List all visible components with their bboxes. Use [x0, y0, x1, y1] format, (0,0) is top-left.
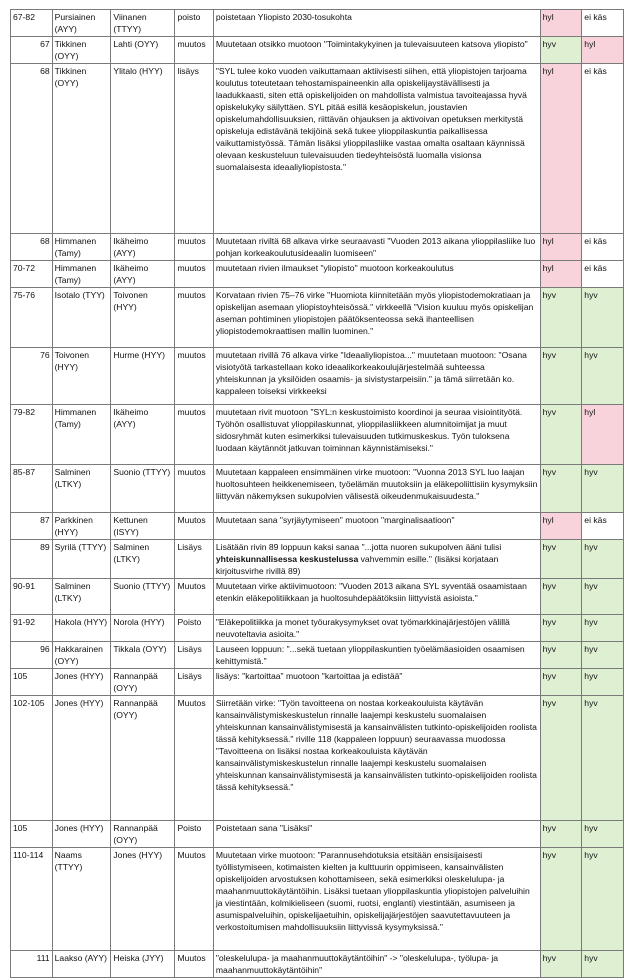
amendment-text-cell — [213, 405, 540, 465]
amendment-type-cell: Muutos — [175, 951, 213, 978]
amendment-type-cell: muutos — [175, 234, 213, 261]
table-row — [11, 615, 624, 642]
committee-status-cell: hyv — [582, 821, 624, 848]
board-status-cell: hyl — [540, 64, 582, 234]
table-row — [11, 64, 624, 234]
amendment-text-cell — [213, 821, 540, 848]
board-status-cell: hyv — [540, 579, 582, 615]
table-row — [11, 405, 624, 465]
proposer-cell: Jones (HYY) — [52, 696, 111, 821]
board-status-cell: hyv — [540, 696, 582, 821]
line-number-cell: 76 — [11, 348, 53, 405]
board-status-cell: hyv — [540, 465, 582, 513]
supporter-cell: Lahti (OYY) — [111, 37, 175, 64]
amendment-text-segment: Poistetaan sana "Lisäksi" — [215, 823, 313, 833]
supporter-cell: Jones (HYY) — [111, 848, 175, 951]
table-row — [11, 669, 624, 696]
amendment-type-cell: muutos — [175, 37, 213, 64]
board-status-cell: hyl — [540, 513, 582, 540]
amendment-text-segment: vahvemmin esille." (lisäksi korjataan kirjoitusvirhe rivillä 89) — [215, 554, 499, 576]
committee-status-cell: ei käs — [582, 64, 624, 234]
committee-status-cell: hyv — [582, 615, 624, 642]
amendment-text-cell — [213, 234, 540, 261]
proposer-cell: Salminen (LTKY) — [52, 465, 111, 513]
committee-status-cell: hyv — [582, 288, 624, 348]
line-number-cell: 75-76 — [11, 288, 53, 348]
line-number-cell: 96 — [11, 642, 53, 669]
proposer-cell: Laakso (AYY) — [52, 951, 111, 978]
amendment-text-segment: Lisätään rivin 89 loppuun kaksi sanaa "...jotta nuoren sukupolven ääni tulisi — [215, 542, 502, 552]
amendment-type-cell: Muutos — [175, 848, 213, 951]
proposer-cell: Jones (HYY) — [52, 669, 111, 696]
proposer-cell: Himmanen (Tamy) — [52, 405, 111, 465]
amendment-text-cell — [213, 348, 540, 405]
committee-status-cell: ei käs — [582, 234, 624, 261]
amendment-text-cell — [213, 615, 540, 642]
amendment-type-cell: muutos — [175, 261, 213, 288]
table-row — [11, 540, 624, 579]
proposer-cell: Toivonen (HYY) — [52, 348, 111, 405]
line-number-cell: 68 — [11, 234, 53, 261]
board-status-cell: hyv — [540, 540, 582, 579]
amendments-table — [10, 9, 624, 978]
line-number-cell: 102-105 — [11, 696, 53, 821]
amendment-text-segment: Korvataan rivien 75–76 virke "Huomiota kiinnitetään myös yliopistodemokratiaan ja opiskelijan asemaan yliopistoyhteisössä." virkkeellä "Vision kuuluu myös opiskelijan aseman pohtiminen yliopistojen päätöksenteossa sekä ihanteellisen yliopistodemokraattisen mallin luominen." — [215, 290, 534, 336]
amendment-text-cell — [213, 10, 540, 37]
amendment-text-segment: Lauseen loppuun: "...sekä tuetaan ylioppilaskuntien työelämäasioiden osaamisen kehittymistä." — [215, 644, 525, 666]
amendment-text-cell — [213, 848, 540, 951]
amendment-text-segment: poistetaan Yliopisto 2030-tosukohta — [215, 12, 352, 22]
table-row — [11, 696, 624, 821]
committee-status-cell: hyl — [582, 405, 624, 465]
supporter-cell: Rannanpää (OYY) — [111, 696, 175, 821]
line-number-cell: 90-91 — [11, 579, 53, 615]
proposer-cell: Himmanen (Tamy) — [52, 261, 111, 288]
amendment-text-segment: Muutetaan riviltä 68 alkava virke seuraavasti "Vuoden 2013 aikana ylioppilasliike luo pohjan korkeakoulutusideaalin luomiseen" — [215, 236, 536, 258]
amendment-text-segment: lisäys: "kartoittaa" muotoon "kartoittaa ja edistää" — [215, 671, 403, 681]
board-status-cell: hyv — [540, 615, 582, 642]
amendment-text-segment: Muutetaan virke muotoon: "Parannusehdotuksia etsitään ensisijaisesti työllistymiseen, kotimaisten kielten ja kulttuurin oppimiseen, kansainvälisten opiskelijoiden arvostuksen kohottamiseen, sekä esimerkiksi oleskelulupa- ja maahanmuuttokäytäntöihin. Lisäksi tuetaan ylioppilaskuntia yliopistojen palveluihin ja viestintään, kolmikieliseen (suomi, ruotsi, englanti) viestintään, asumiseen ja asumispalveluihin, opiskelijaetuihin, opiskelijajärjestöjen saavutettavuuteen ja verkostoitumisen mahdollisuuksiin liittyvissä kysymyksissä." — [215, 850, 530, 932]
committee-status-cell: ei käs — [582, 513, 624, 540]
amendment-text-cell — [213, 669, 540, 696]
table-row — [11, 261, 624, 288]
amendment-type-cell: Muutos — [175, 513, 213, 540]
table-row — [11, 348, 624, 405]
proposer-cell: Syrilä (TTYY) — [52, 540, 111, 579]
amendment-text-segment: Siirretään virke: "Työn tavoitteena on nostaa korkeakouluista käytävän kansainvälistymiskeskustelun rinnalle laajempi keskustelu suomalaisen yhteiskunnan kansainvälistymisestä ja kansainvälisten tutkinto-opiskelijoiden roolista tässä kehityksessä." riville 118 (kappaleen loppuun) seuraavassa muodossa "Tavoitteena on lisäksi nostaa korkeakouluista käytävän kansainvälistymiskeskustelun rinnalle laajempi keskustelu suomalaisen yhteiskunnan kansainvälistymisestä ja kansainvälisten tutkinto-opiskelijoiden roolista tässä kehityksessä." — [215, 698, 537, 792]
supporter-cell: Heiska (JYY) — [111, 951, 175, 978]
amendment-type-cell: poisto — [175, 10, 213, 37]
supporter-cell: Rannanpää (OYY) — [111, 669, 175, 696]
committee-status-cell: hyv — [582, 696, 624, 821]
proposer-cell: Jones (HYY) — [52, 821, 111, 848]
table-row — [11, 579, 624, 615]
proposer-cell: Pursiainen (AYY) — [52, 10, 111, 37]
committee-status-cell: ei käs — [582, 261, 624, 288]
board-status-cell: hyv — [540, 669, 582, 696]
amendment-type-cell: muutos — [175, 348, 213, 405]
board-status-cell: hyv — [540, 848, 582, 951]
line-number-cell: 67-82 — [11, 10, 53, 37]
amendment-text-segment: muutetaan rivit muotoon "SYL:n keskustoimisto koordinoi ja seuraa visiointityötä. Työhön osallistuvat ylioppilaskunnat, ylioppilasliikkeen alumnitoimijat ja muut sidosryhmät kuten esimerkiksi tulevaisuuden tutkimuskeskus. Työn tuloksena luodaan käytännöt jatkuvan toiminnan käynnistämiseksi." — [215, 407, 523, 453]
board-status-cell: hyv — [540, 951, 582, 978]
amendment-text-segment: "SYL tulee koko vuoden vaikuttamaan aktiivisesti siihen, että yliopistojen tarjoama koulutus toteutetaan tehostamispaineenkin alla opiskelijaystävällisesti ja laadukkaasti, siten että opiskelijoiden on mahdollista valmistua tavoiteajassa hyvä opiskelukyky säilyttäen. SYL pitää esillä kesäopiskelun, joustavien opiskelumahdollisuuksien, riittävän ohjauksen ja aktivoivan opetuksen merkitystä opiskeluja edistävänä tekijöinä sekä tukee ylioppilaskuntia paikallisessa vaikuttamistyössä. Tämän lisäksi ylioppilasliike vastaa omalta osaltaan käynnissä olevaan keskusteluun tulevaisuuden tiedeyhteisöstä luomalla visionsa suomalaisesta ideaaliyliopistosta." — [215, 66, 527, 172]
supporter-cell: Ikäheimo (AYY) — [111, 261, 175, 288]
board-status-cell: hyv — [540, 405, 582, 465]
supporter-cell: Norola (HYY) — [111, 615, 175, 642]
table-row — [11, 288, 624, 348]
amendment-type-cell: muutos — [175, 465, 213, 513]
table-row — [11, 642, 624, 669]
amendment-text-cell — [213, 579, 540, 615]
table-row — [11, 465, 624, 513]
board-status-cell: hyv — [540, 821, 582, 848]
amendment-type-cell: Poisto — [175, 615, 213, 642]
table-row — [11, 513, 624, 540]
line-number-cell: 87 — [11, 513, 53, 540]
supporter-cell: Salminen (LTKY) — [111, 540, 175, 579]
committee-status-cell: hyv — [582, 848, 624, 951]
proposer-cell: Tikkinen (OYY) — [52, 64, 111, 234]
amendment-text-cell — [213, 642, 540, 669]
table-row — [11, 234, 624, 261]
supporter-cell: Suonio (TTYY) — [111, 579, 175, 615]
committee-status-cell: ei käs — [582, 10, 624, 37]
supporter-cell: Hurme (HYY) — [111, 348, 175, 405]
amendment-type-cell: Lisäys — [175, 642, 213, 669]
table-row — [11, 951, 624, 978]
amendment-type-cell: Muutos — [175, 579, 213, 615]
supporter-cell: Suonio (TTYY) — [111, 465, 175, 513]
amendment-text-cell — [213, 696, 540, 821]
board-status-cell: hyv — [540, 642, 582, 669]
supporter-cell: Ikäheimo (AYY) — [111, 234, 175, 261]
amendment-type-cell: muutos — [175, 405, 213, 465]
supporter-cell: Ikäheimo (AYY) — [111, 405, 175, 465]
supporter-cell: Toivonen (HYY) — [111, 288, 175, 348]
amendment-type-cell: Muutos — [175, 696, 213, 821]
amendment-text-bold: yhteiskunnallisessa keskustelussa — [215, 554, 359, 564]
amendment-type-cell: Lisäys — [175, 669, 213, 696]
supporter-cell: Viinanen (TTYY) — [111, 10, 175, 37]
amendment-type-cell: Poisto — [175, 821, 213, 848]
proposer-cell: Tikkinen (OYY) — [52, 37, 111, 64]
amendment-text-cell — [213, 540, 540, 579]
proposer-cell: Hakola (HYY) — [52, 615, 111, 642]
board-status-cell: hyv — [540, 37, 582, 64]
amendment-type-cell: Lisäys — [175, 540, 213, 579]
board-status-cell: hyl — [540, 261, 582, 288]
proposer-cell: Himmanen (Tamy) — [52, 234, 111, 261]
line-number-cell: 111 — [11, 951, 53, 978]
committee-status-cell: hyv — [582, 540, 624, 579]
committee-status-cell: hyv — [582, 465, 624, 513]
line-number-cell: 105 — [11, 669, 53, 696]
amendment-text-cell — [213, 951, 540, 978]
line-number-cell: 91-92 — [11, 615, 53, 642]
supporter-cell: Kettunen (ISYY) — [111, 513, 175, 540]
amendment-text-segment: Muutetaan sana "syrjäytymiseen" muotoon "marginalisaatioon" — [215, 515, 455, 525]
committee-status-cell: hyv — [582, 579, 624, 615]
table-row — [11, 848, 624, 951]
table-row — [11, 10, 624, 37]
board-status-cell: hyl — [540, 234, 582, 261]
amendment-text-cell — [213, 64, 540, 234]
table-row — [11, 821, 624, 848]
amendment-type-cell: lisäys — [175, 64, 213, 234]
board-status-cell: hyl — [540, 10, 582, 37]
supporter-cell: Tikkala (OYY) — [111, 642, 175, 669]
amendment-text-segment: Muutetaan otsikko muotoon "Toimintakykyinen ja tulevaisuuteen katsova yliopisto" — [215, 39, 528, 49]
amendment-text-segment: Muutetaan virke aktiivimuotoon: "Vuoden 2013 aikana SYL syventää osaamistaan etenkin eläkepolitiikkaan ja huoltosuhdepäätöksiin liittyvistä asioista." — [215, 581, 527, 603]
committee-status-cell: hyv — [582, 951, 624, 978]
committee-status-cell: hyv — [582, 348, 624, 405]
amendment-text-segment: Muutetaan kappaleen ensimmäinen virke muotoon: "Vuonna 2013 SYL luo laajan huoltosuhteen heikkenemiseen, työelämän muutoksiin ja eläkepoliittisiin kysymyksiin liittyvän näkemyksen sukupolvien välisestä oikeudenmukaisuudesta." — [215, 467, 538, 501]
proposer-cell: Isotalo (TYY) — [52, 288, 111, 348]
line-number-cell: 105 — [11, 821, 53, 848]
line-number-cell: 85-87 — [11, 465, 53, 513]
proposer-cell: Salminen (LTKY) — [52, 579, 111, 615]
supporter-cell: Rannanpää (OYY) — [111, 821, 175, 848]
amendment-text-cell — [213, 261, 540, 288]
proposer-cell: Hakkarainen (OYY) — [52, 642, 111, 669]
line-number-cell: 110-114 — [11, 848, 53, 951]
committee-status-cell: hyv — [582, 669, 624, 696]
amendment-text-segment: muutetaan rivien ilmaukset "yliopisto" muotoon korkeakoulutus — [215, 263, 454, 273]
amendment-type-cell: muutos — [175, 288, 213, 348]
line-number-cell: 67 — [11, 37, 53, 64]
amendment-text-cell — [213, 513, 540, 540]
amendment-text-cell — [213, 288, 540, 348]
line-number-cell: 79-82 — [11, 405, 53, 465]
proposer-cell: Naams (TTYY) — [52, 848, 111, 951]
board-status-cell: hyv — [540, 348, 582, 405]
committee-status-cell: hyv — [582, 642, 624, 669]
line-number-cell: 89 — [11, 540, 53, 579]
amendment-text-cell — [213, 37, 540, 64]
supporter-cell: Ylitalo (HYY) — [111, 64, 175, 234]
amendment-text-cell — [213, 465, 540, 513]
amendment-text-segment: "Eläkepolitiikka ja monet työurakysymykset ovat työmarkkinajärjestöjen välillä neuvoteltavia asioita." — [215, 617, 510, 639]
amendment-text-segment: "oleskelulupa- ja maahanmuuttokäytäntöihin" -> "oleskelulupa-, työlupa- ja maahanmuuttokäytäntöihin" — [215, 953, 499, 975]
board-status-cell: hyv — [540, 288, 582, 348]
proposer-cell: Parkkinen (HYY) — [52, 513, 111, 540]
line-number-cell: 70-72 — [11, 261, 53, 288]
line-number-cell: 68 — [11, 64, 53, 234]
amendment-text-segment: muutetaan rivillä 76 alkava virke "Ideaaliyliopistoa..." muutetaan muotoon: "Osana visiotyötä tarkastellaan koko ideaalikorkeakoulujärjestelmää suhteessa yhteiskunnan ja yksilöiden osaamis- ja sivistystarpeisiin." ja tämä siirretään ko. kappaleen toiseksi virkkeeksi — [215, 350, 527, 396]
table-row — [11, 37, 624, 64]
committee-status-cell: hyl — [582, 37, 624, 64]
